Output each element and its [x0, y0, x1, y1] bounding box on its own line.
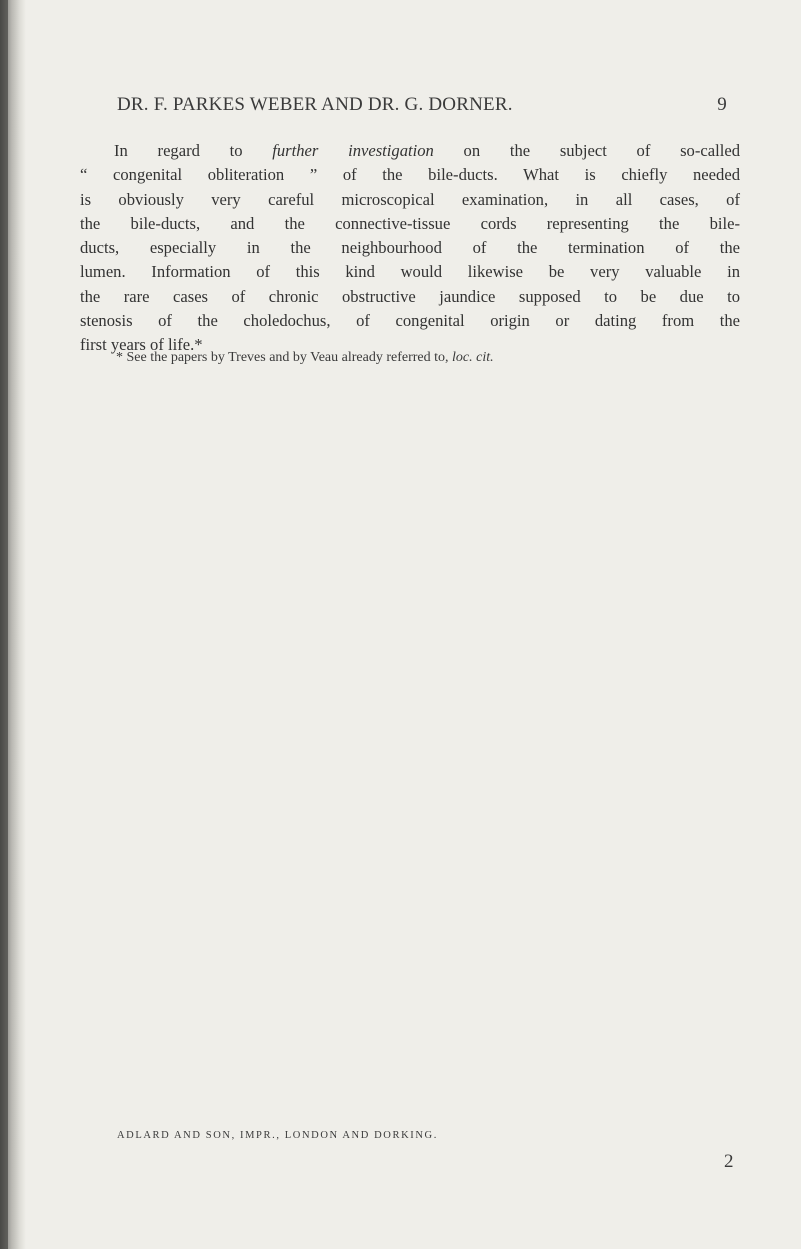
body-line-7: the rare cases of chronic obstructive jaundice supposed to be due to: [80, 286, 740, 306]
body-line-5: ducts, especially in the neighbourhood of the termination of the: [80, 238, 740, 258]
body-line-4: the bile-ducts, and the connective-tissue cords representing the bile-: [80, 213, 740, 233]
body-paragraph: [80, 139, 740, 358]
body-line-1-start: In regard to: [114, 141, 273, 160]
body-line-6: lumen. Information of this kind would likewise be very valuable in: [80, 262, 740, 282]
running-head-folio: 9: [717, 94, 727, 115]
body-line-3: is obviously very careful microscopical examination, in all cases, of: [80, 189, 740, 209]
footnote-citation: loc. cit.: [452, 350, 494, 365]
body-line-1-italic: further investigation: [272, 141, 434, 160]
body-line-8: stenosis of the choledochus, of congenital origin or dating from the: [80, 311, 740, 331]
footnote-text: * See the papers by Treves and by Veau already referred to,: [116, 350, 453, 365]
printer-imprint: ADLARD AND SON, IMPR., LONDON AND DORKING.: [117, 1130, 438, 1141]
running-head: [117, 94, 727, 120]
page-number: 2: [724, 1151, 734, 1172]
body-line-2: “ congenital obliteration ” of the bile-ducts. What is chiefly needed: [80, 165, 740, 185]
binding-edge: [0, 0, 8, 1249]
body-line-1: [80, 139, 740, 163]
body-line-9: first years of life.*: [80, 335, 203, 355]
footnote: [116, 350, 756, 366]
running-head-title: DR. F. PARKES WEBER AND DR. G. DORNER.: [117, 94, 513, 115]
body-line-1-end: on the subject of so-called: [433, 141, 740, 160]
